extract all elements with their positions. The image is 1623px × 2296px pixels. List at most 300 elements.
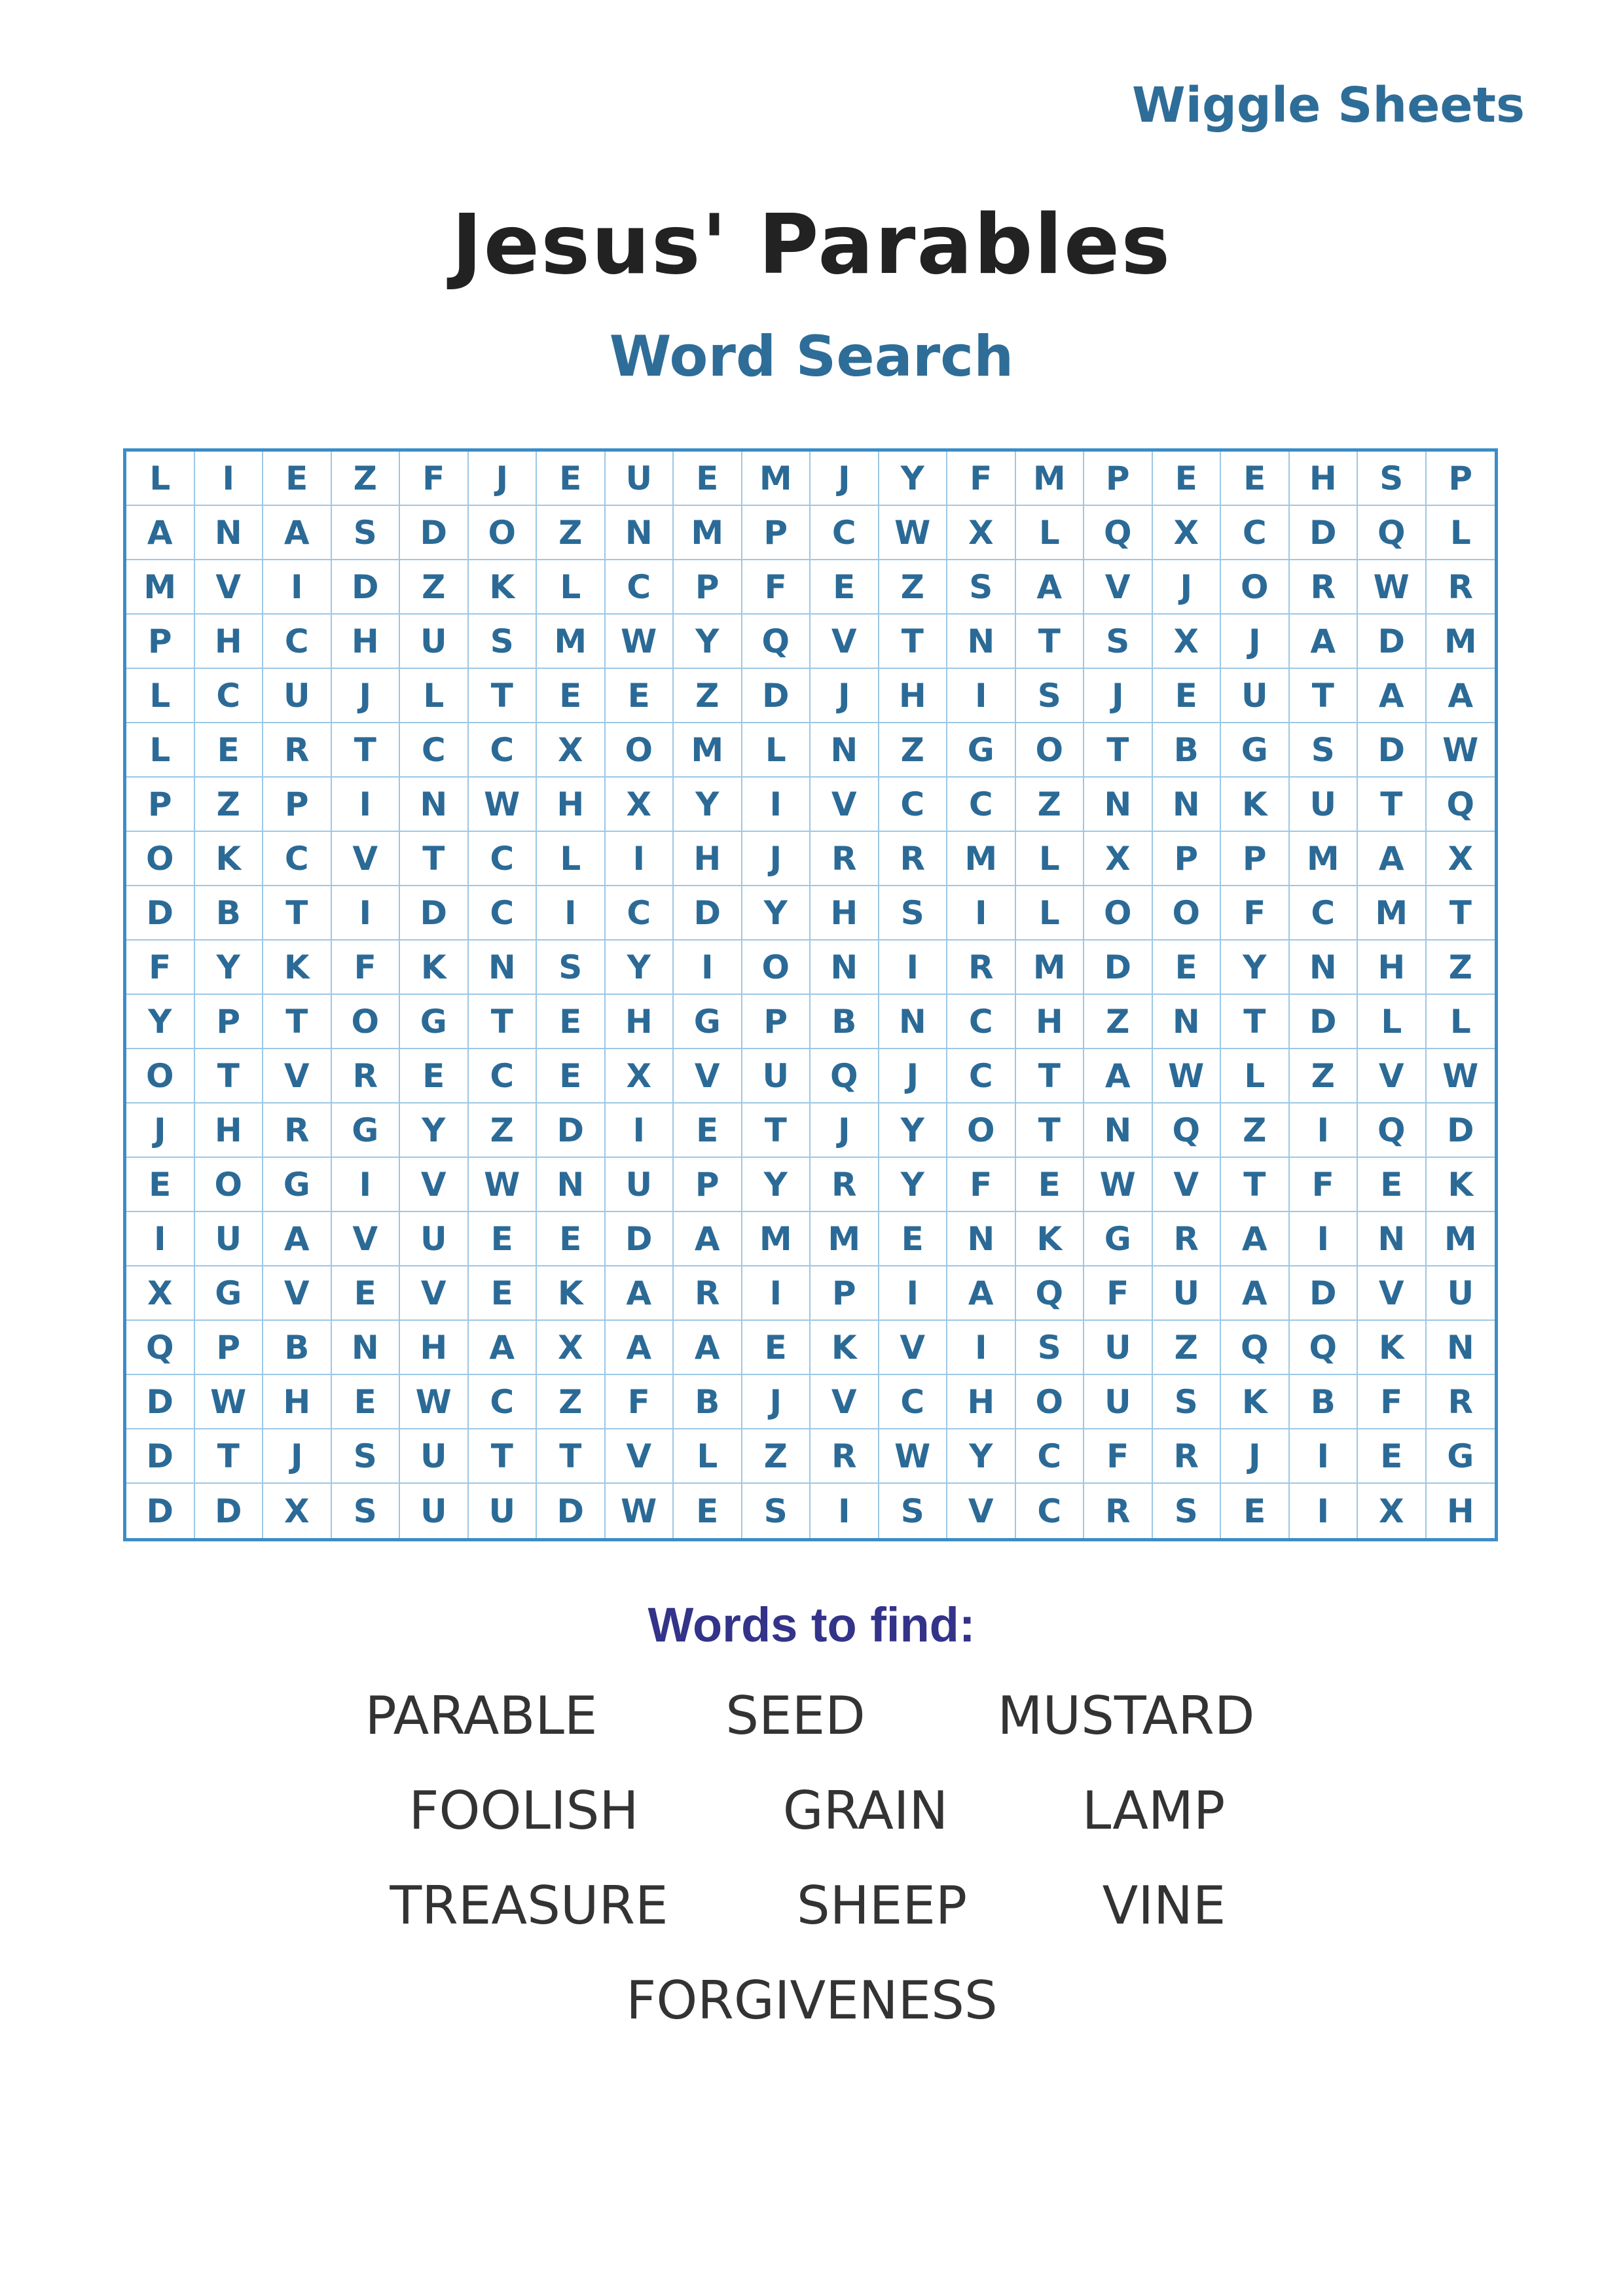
grid-cell[interactable]: S <box>1153 1375 1222 1429</box>
grid-cell[interactable]: X <box>537 1321 606 1375</box>
grid-cell[interactable]: R <box>1427 560 1495 615</box>
grid-cell[interactable]: G <box>1427 1429 1495 1484</box>
grid-cell[interactable]: K <box>400 941 469 995</box>
grid-cell[interactable]: R <box>1290 560 1359 615</box>
grid-cell[interactable]: Y <box>879 1103 948 1158</box>
grid-cell[interactable]: N <box>1153 995 1222 1049</box>
grid-cell[interactable]: A <box>674 1212 742 1266</box>
grid-cell[interactable]: R <box>879 832 948 886</box>
grid-cell[interactable]: A <box>606 1266 674 1321</box>
grid-cell[interactable]: T <box>263 886 332 941</box>
grid-cell[interactable]: S <box>1016 1321 1085 1375</box>
grid-cell[interactable]: O <box>469 506 538 560</box>
grid-cell[interactable]: G <box>674 995 742 1049</box>
grid-cell[interactable]: I <box>1290 1103 1359 1158</box>
grid-cell[interactable]: Z <box>879 560 948 615</box>
grid-cell[interactable]: E <box>537 452 606 506</box>
grid-cell[interactable]: W <box>1358 560 1427 615</box>
grid-cell[interactable]: U <box>195 1212 264 1266</box>
grid-cell[interactable]: U <box>1084 1321 1153 1375</box>
grid-cell[interactable]: Z <box>1153 1321 1222 1375</box>
grid-cell[interactable]: W <box>469 1158 538 1212</box>
grid-cell[interactable]: D <box>400 506 469 560</box>
grid-cell[interactable]: J <box>742 1375 811 1429</box>
grid-cell[interactable]: C <box>1016 1429 1085 1484</box>
grid-cell[interactable]: P <box>742 995 811 1049</box>
grid-cell[interactable]: C <box>263 615 332 669</box>
grid-cell[interactable]: I <box>947 669 1016 723</box>
grid-cell[interactable]: Y <box>879 452 948 506</box>
grid-cell[interactable]: W <box>469 778 538 832</box>
grid-cell[interactable]: T <box>1358 778 1427 832</box>
grid-cell[interactable]: H <box>400 1321 469 1375</box>
grid-cell[interactable]: T <box>742 1103 811 1158</box>
grid-cell[interactable]: V <box>195 560 264 615</box>
grid-cell[interactable]: W <box>1427 723 1495 778</box>
grid-cell[interactable]: H <box>1290 452 1359 506</box>
grid-cell[interactable]: X <box>1084 832 1153 886</box>
grid-cell[interactable]: H <box>606 995 674 1049</box>
grid-cell[interactable]: E <box>879 1212 948 1266</box>
grid-cell[interactable]: S <box>1290 723 1359 778</box>
grid-cell[interactable]: C <box>1016 1484 1085 1538</box>
grid-cell[interactable]: S <box>469 615 538 669</box>
grid-cell[interactable]: O <box>126 1049 195 1103</box>
grid-cell[interactable]: C <box>811 506 879 560</box>
grid-cell[interactable]: T <box>1221 1158 1290 1212</box>
grid-cell[interactable]: M <box>1016 452 1085 506</box>
grid-cell[interactable]: P <box>263 778 332 832</box>
grid-cell[interactable]: T <box>469 1429 538 1484</box>
grid-cell[interactable]: Q <box>1358 506 1427 560</box>
grid-cell[interactable]: D <box>126 1375 195 1429</box>
grid-cell[interactable]: J <box>879 1049 948 1103</box>
grid-cell[interactable]: V <box>1358 1049 1427 1103</box>
grid-cell[interactable]: R <box>1427 1375 1495 1429</box>
grid-cell[interactable]: F <box>1358 1375 1427 1429</box>
grid-cell[interactable]: S <box>1153 1484 1222 1538</box>
grid-cell[interactable]: H <box>1016 995 1085 1049</box>
grid-cell[interactable]: V <box>947 1484 1016 1538</box>
grid-cell[interactable]: I <box>742 778 811 832</box>
grid-cell[interactable]: I <box>947 1321 1016 1375</box>
grid-cell[interactable]: D <box>1358 723 1427 778</box>
grid-cell[interactable]: Q <box>1084 506 1153 560</box>
grid-cell[interactable]: H <box>674 832 742 886</box>
grid-cell[interactable]: J <box>126 1103 195 1158</box>
grid-cell[interactable]: H <box>947 1375 1016 1429</box>
grid-cell[interactable]: C <box>263 832 332 886</box>
grid-cell[interactable]: B <box>263 1321 332 1375</box>
grid-cell[interactable]: N <box>1290 941 1359 995</box>
grid-cell[interactable]: Y <box>400 1103 469 1158</box>
grid-cell[interactable]: X <box>606 1049 674 1103</box>
grid-cell[interactable]: H <box>1446 1492 1474 1530</box>
grid-cell[interactable]: N <box>947 615 1016 669</box>
grid-cell[interactable]: E <box>537 1049 606 1103</box>
grid-cell[interactable]: A <box>1358 832 1427 886</box>
grid-cell[interactable]: W <box>1153 1049 1222 1103</box>
grid-cell[interactable]: K <box>811 1321 879 1375</box>
grid-cell[interactable]: L <box>126 452 195 506</box>
grid-cell[interactable]: F <box>1084 1429 1153 1484</box>
grid-cell[interactable]: R <box>1153 1212 1222 1266</box>
grid-cell[interactable]: M <box>742 1212 811 1266</box>
grid-cell[interactable]: I <box>742 1266 811 1321</box>
grid-cell[interactable]: D <box>537 1484 606 1538</box>
grid-cell[interactable]: M <box>1427 615 1495 669</box>
grid-cell[interactable]: F <box>126 941 195 995</box>
grid-cell[interactable]: P <box>674 1158 742 1212</box>
grid-cell[interactable]: S <box>537 941 606 995</box>
grid-cell[interactable]: S <box>332 506 401 560</box>
grid-cell[interactable]: J <box>811 452 879 506</box>
grid-cell[interactable]: E <box>195 723 264 778</box>
grid-cell[interactable]: K <box>195 832 264 886</box>
grid-cell[interactable]: T <box>400 832 469 886</box>
grid-cell[interactable]: O <box>947 1103 1016 1158</box>
grid-cell[interactable]: I <box>1290 1212 1359 1266</box>
grid-cell[interactable]: O <box>126 832 195 886</box>
grid-cell[interactable]: Q <box>1358 1103 1427 1158</box>
grid-cell[interactable]: V <box>606 1429 674 1484</box>
grid-cell[interactable]: N <box>879 995 948 1049</box>
grid-cell[interactable]: Z <box>1016 778 1085 832</box>
grid-cell[interactable]: N <box>811 941 879 995</box>
grid-cell[interactable]: E <box>400 1049 469 1103</box>
grid-cell[interactable]: K <box>469 560 538 615</box>
grid-cell[interactable]: J <box>1153 560 1222 615</box>
grid-cell[interactable]: J <box>469 452 538 506</box>
grid-cell[interactable]: X <box>1153 615 1222 669</box>
grid-cell[interactable]: D <box>674 886 742 941</box>
grid-cell[interactable]: C <box>606 560 674 615</box>
grid-cell[interactable]: G <box>332 1103 401 1158</box>
grid-cell[interactable]: E <box>1016 1158 1085 1212</box>
grid-cell[interactable]: Y <box>674 615 742 669</box>
grid-cell[interactable]: I <box>947 886 1016 941</box>
grid-cell[interactable]: C <box>469 832 538 886</box>
grid-cell[interactable]: V <box>811 778 879 832</box>
grid-cell[interactable]: D <box>1427 1103 1495 1158</box>
grid-cell[interactable]: W <box>1427 1049 1495 1103</box>
grid-cell[interactable]: F <box>400 452 469 506</box>
grid-cell[interactable]: Z <box>1084 995 1153 1049</box>
grid-cell[interactable]: K <box>1358 1321 1427 1375</box>
grid-cell[interactable]: A <box>1221 1212 1290 1266</box>
grid-cell[interactable]: R <box>1153 1429 1222 1484</box>
grid-cell[interactable]: E <box>537 995 606 1049</box>
grid-cell[interactable]: C <box>195 669 264 723</box>
grid-cell[interactable]: A <box>1016 560 1085 615</box>
grid-cell[interactable]: H <box>537 778 606 832</box>
grid-cell[interactable]: P <box>1153 832 1222 886</box>
grid-cell[interactable]: E <box>742 1321 811 1375</box>
grid-cell[interactable]: Y <box>606 941 674 995</box>
grid-cell[interactable]: B <box>674 1375 742 1429</box>
grid-cell[interactable]: M <box>1427 1212 1495 1266</box>
grid-cell[interactable]: X <box>1153 506 1222 560</box>
grid-cell[interactable]: J <box>1084 669 1153 723</box>
grid-cell[interactable]: R <box>811 1158 879 1212</box>
grid-cell[interactable]: B <box>1153 723 1222 778</box>
grid-cell[interactable]: D <box>606 1212 674 1266</box>
grid-cell[interactable]: X <box>1358 1484 1427 1538</box>
grid-cell[interactable]: P <box>1084 452 1153 506</box>
grid-cell[interactable]: H <box>332 615 401 669</box>
grid-cell[interactable]: K <box>537 1266 606 1321</box>
grid-cell[interactable]: U <box>1221 669 1290 723</box>
grid-cell[interactable]: Y <box>742 1158 811 1212</box>
grid-cell[interactable]: P <box>195 1321 264 1375</box>
grid-cell[interactable]: B <box>1290 1375 1359 1429</box>
grid-cell[interactable]: I <box>332 1158 401 1212</box>
grid-cell[interactable]: F <box>947 1158 1016 1212</box>
grid-cell[interactable]: J <box>1221 1429 1290 1484</box>
grid-cell[interactable]: D <box>1290 1266 1359 1321</box>
grid-cell[interactable]: Q <box>126 1321 195 1375</box>
grid-cell[interactable]: U <box>263 669 332 723</box>
grid-cell[interactable]: L <box>126 669 195 723</box>
grid-cell[interactable]: W <box>400 1375 469 1429</box>
grid-cell[interactable]: E <box>606 669 674 723</box>
grid-cell[interactable]: Q <box>811 1049 879 1103</box>
grid-cell[interactable]: T <box>879 615 948 669</box>
grid-cell[interactable]: H <box>1358 941 1427 995</box>
grid-cell[interactable]: P <box>811 1266 879 1321</box>
grid-cell[interactable]: Q <box>742 615 811 669</box>
grid-cell[interactable]: C <box>606 886 674 941</box>
grid-cell[interactable]: H <box>195 1103 264 1158</box>
grid-cell[interactable]: A <box>1427 669 1495 723</box>
grid-cell[interactable]: L <box>742 723 811 778</box>
grid-cell[interactable]: I <box>332 778 401 832</box>
grid-cell[interactable]: I <box>879 1266 948 1321</box>
grid-cell[interactable]: S <box>879 886 948 941</box>
grid-cell[interactable]: O <box>1153 886 1222 941</box>
grid-cell[interactable]: U <box>400 615 469 669</box>
grid-cell[interactable]: E <box>674 1103 742 1158</box>
grid-cell[interactable]: N <box>332 1321 401 1375</box>
grid-cell[interactable]: N <box>947 1212 1016 1266</box>
grid-cell[interactable]: X <box>1427 832 1495 886</box>
grid-cell[interactable]: C <box>400 723 469 778</box>
grid-cell[interactable]: Y <box>879 1158 948 1212</box>
grid-cell[interactable]: V <box>263 1266 332 1321</box>
grid-cell[interactable]: Z <box>537 1375 606 1429</box>
grid-cell[interactable]: C <box>947 778 1016 832</box>
grid-cell[interactable]: D <box>1084 941 1153 995</box>
grid-cell[interactable]: U <box>742 1049 811 1103</box>
grid-cell[interactable]: N <box>1084 778 1153 832</box>
grid-cell[interactable]: P <box>1427 452 1495 506</box>
grid-cell[interactable]: Q <box>1016 1266 1085 1321</box>
grid-cell[interactable]: S <box>947 560 1016 615</box>
grid-cell[interactable]: N <box>400 778 469 832</box>
grid-cell[interactable]: Z <box>1290 1049 1359 1103</box>
grid-cell[interactable]: H <box>195 615 264 669</box>
grid-cell[interactable]: E <box>469 1266 538 1321</box>
grid-cell[interactable]: V <box>1358 1266 1427 1321</box>
grid-cell[interactable]: M <box>1290 832 1359 886</box>
grid-cell[interactable]: I <box>263 560 332 615</box>
grid-cell[interactable]: Y <box>674 778 742 832</box>
grid-cell[interactable]: F <box>332 941 401 995</box>
grid-cell[interactable]: L <box>674 1429 742 1484</box>
grid-cell[interactable]: K <box>1016 1212 1085 1266</box>
grid-cell[interactable]: S <box>1358 452 1427 506</box>
grid-cell[interactable]: O <box>1016 1375 1085 1429</box>
grid-cell[interactable]: V <box>400 1266 469 1321</box>
grid-cell[interactable]: F <box>1221 886 1290 941</box>
grid-cell[interactable]: E <box>1358 1158 1427 1212</box>
grid-cell[interactable]: S <box>332 1429 401 1484</box>
grid-cell[interactable]: T <box>1427 886 1495 941</box>
grid-cell[interactable]: U <box>1084 1375 1153 1429</box>
grid-cell[interactable]: N <box>1358 1212 1427 1266</box>
grid-cell[interactable]: K <box>1221 1375 1290 1429</box>
grid-cell[interactable]: O <box>195 1158 264 1212</box>
grid-cell[interactable]: L <box>537 832 606 886</box>
grid-cell[interactable]: X <box>947 506 1016 560</box>
grid-cell[interactable]: X <box>606 778 674 832</box>
grid-cell[interactable]: M <box>1016 941 1085 995</box>
grid-cell[interactable]: U <box>1153 1266 1222 1321</box>
grid-cell[interactable]: W <box>606 1484 674 1538</box>
grid-cell[interactable]: Y <box>195 941 264 995</box>
grid-cell[interactable]: G <box>263 1158 332 1212</box>
grid-cell[interactable]: P <box>674 560 742 615</box>
grid-cell[interactable]: M <box>1358 886 1427 941</box>
grid-cell[interactable]: U <box>400 1212 469 1266</box>
grid-cell[interactable]: E <box>1153 452 1222 506</box>
grid-cell[interactable]: C <box>469 723 538 778</box>
grid-cell[interactable]: U <box>400 1484 469 1538</box>
grid-cell[interactable]: Z <box>879 723 948 778</box>
grid-cell[interactable]: E <box>263 452 332 506</box>
grid-cell[interactable]: V <box>1153 1158 1222 1212</box>
grid-cell[interactable]: P <box>742 506 811 560</box>
grid-cell[interactable]: J <box>811 1103 879 1158</box>
grid-cell[interactable]: G <box>400 995 469 1049</box>
grid-cell[interactable]: I <box>332 886 401 941</box>
grid-cell[interactable]: M <box>947 832 1016 886</box>
grid-cell[interactable]: H <box>879 669 948 723</box>
grid-cell[interactable]: S <box>742 1484 811 1538</box>
grid-cell[interactable]: S <box>1084 615 1153 669</box>
grid-cell[interactable]: W <box>879 506 948 560</box>
grid-cell[interactable]: P <box>1221 832 1290 886</box>
grid-cell[interactable]: A <box>263 506 332 560</box>
grid-cell[interactable]: T <box>332 723 401 778</box>
grid-cell[interactable]: X <box>126 1266 195 1321</box>
grid-cell[interactable]: C <box>947 995 1016 1049</box>
grid-cell[interactable]: T <box>195 1049 264 1103</box>
grid-cell[interactable]: Z <box>1221 1103 1290 1158</box>
grid-cell[interactable]: T <box>1084 723 1153 778</box>
grid-cell[interactable]: O <box>606 723 674 778</box>
grid-cell[interactable]: B <box>195 886 264 941</box>
grid-cell[interactable]: U <box>400 1429 469 1484</box>
grid-cell[interactable]: F <box>742 560 811 615</box>
grid-cell[interactable]: W <box>1084 1158 1153 1212</box>
grid-cell[interactable]: I <box>126 1212 195 1266</box>
grid-cell[interactable]: E <box>1153 941 1222 995</box>
grid-cell[interactable]: O <box>1084 886 1153 941</box>
grid-cell[interactable]: M <box>674 723 742 778</box>
grid-cell[interactable]: D <box>1358 615 1427 669</box>
grid-cell[interactable]: O <box>1221 560 1290 615</box>
grid-cell[interactable]: L <box>400 669 469 723</box>
grid-cell[interactable]: T <box>469 669 538 723</box>
grid-cell[interactable]: E <box>469 1212 538 1266</box>
grid-cell[interactable]: A <box>674 1321 742 1375</box>
grid-cell[interactable]: Z <box>1427 941 1495 995</box>
grid-cell[interactable]: G <box>947 723 1016 778</box>
grid-cell[interactable]: T <box>195 1429 264 1484</box>
grid-cell[interactable]: Y <box>742 886 811 941</box>
grid-cell[interactable]: C <box>469 886 538 941</box>
grid-cell[interactable]: V <box>332 1212 401 1266</box>
grid-cell[interactable]: K <box>263 941 332 995</box>
grid-cell[interactable]: H <box>263 1375 332 1429</box>
grid-cell[interactable]: D <box>126 1429 195 1484</box>
grid-cell[interactable]: N <box>811 723 879 778</box>
grid-cell[interactable]: G <box>195 1266 264 1321</box>
grid-cell[interactable]: E <box>1358 1429 1427 1484</box>
grid-cell[interactable]: W <box>879 1429 948 1484</box>
grid-cell[interactable]: R <box>263 1103 332 1158</box>
grid-cell[interactable]: A <box>1221 1266 1290 1321</box>
grid-cell[interactable]: I <box>1290 1484 1359 1538</box>
grid-cell[interactable]: Q <box>1427 778 1495 832</box>
grid-cell[interactable]: I <box>537 886 606 941</box>
grid-cell[interactable]: O <box>1016 723 1085 778</box>
grid-cell[interactable]: C <box>1221 506 1290 560</box>
grid-cell[interactable]: D <box>537 1103 606 1158</box>
grid-cell[interactable]: E <box>537 1212 606 1266</box>
grid-cell[interactable]: M <box>126 560 195 615</box>
grid-cell[interactable]: I <box>606 1103 674 1158</box>
grid-cell[interactable]: V <box>263 1049 332 1103</box>
grid-cell[interactable]: T <box>263 995 332 1049</box>
grid-cell[interactable]: F <box>606 1375 674 1429</box>
grid-cell[interactable]: X <box>263 1484 332 1538</box>
grid-cell[interactable]: U <box>469 1484 538 1538</box>
grid-cell[interactable]: R <box>811 832 879 886</box>
grid-cell[interactable]: I <box>1290 1429 1359 1484</box>
grid-cell[interactable]: N <box>1084 1103 1153 1158</box>
grid-cell[interactable]: M <box>674 506 742 560</box>
grid-cell[interactable]: C <box>469 1049 538 1103</box>
grid-cell[interactable]: E <box>537 669 606 723</box>
grid-cell[interactable]: X <box>537 723 606 778</box>
grid-cell[interactable]: E <box>1221 1484 1290 1538</box>
grid-cell[interactable]: O <box>332 995 401 1049</box>
grid-cell[interactable]: C <box>947 1049 1016 1103</box>
grid-cell[interactable]: N <box>1427 1321 1495 1375</box>
grid-cell[interactable]: I <box>811 1484 879 1538</box>
grid-cell[interactable]: P <box>126 615 195 669</box>
grid-cell[interactable]: O <box>742 941 811 995</box>
grid-cell[interactable]: E <box>126 1158 195 1212</box>
grid-cell[interactable]: L <box>1358 995 1427 1049</box>
grid-cell[interactable]: T <box>469 995 538 1049</box>
grid-cell[interactable]: C <box>469 1375 538 1429</box>
grid-cell[interactable]: Y <box>947 1429 1016 1484</box>
grid-cell[interactable]: F <box>1290 1158 1359 1212</box>
grid-cell[interactable]: B <box>811 995 879 1049</box>
